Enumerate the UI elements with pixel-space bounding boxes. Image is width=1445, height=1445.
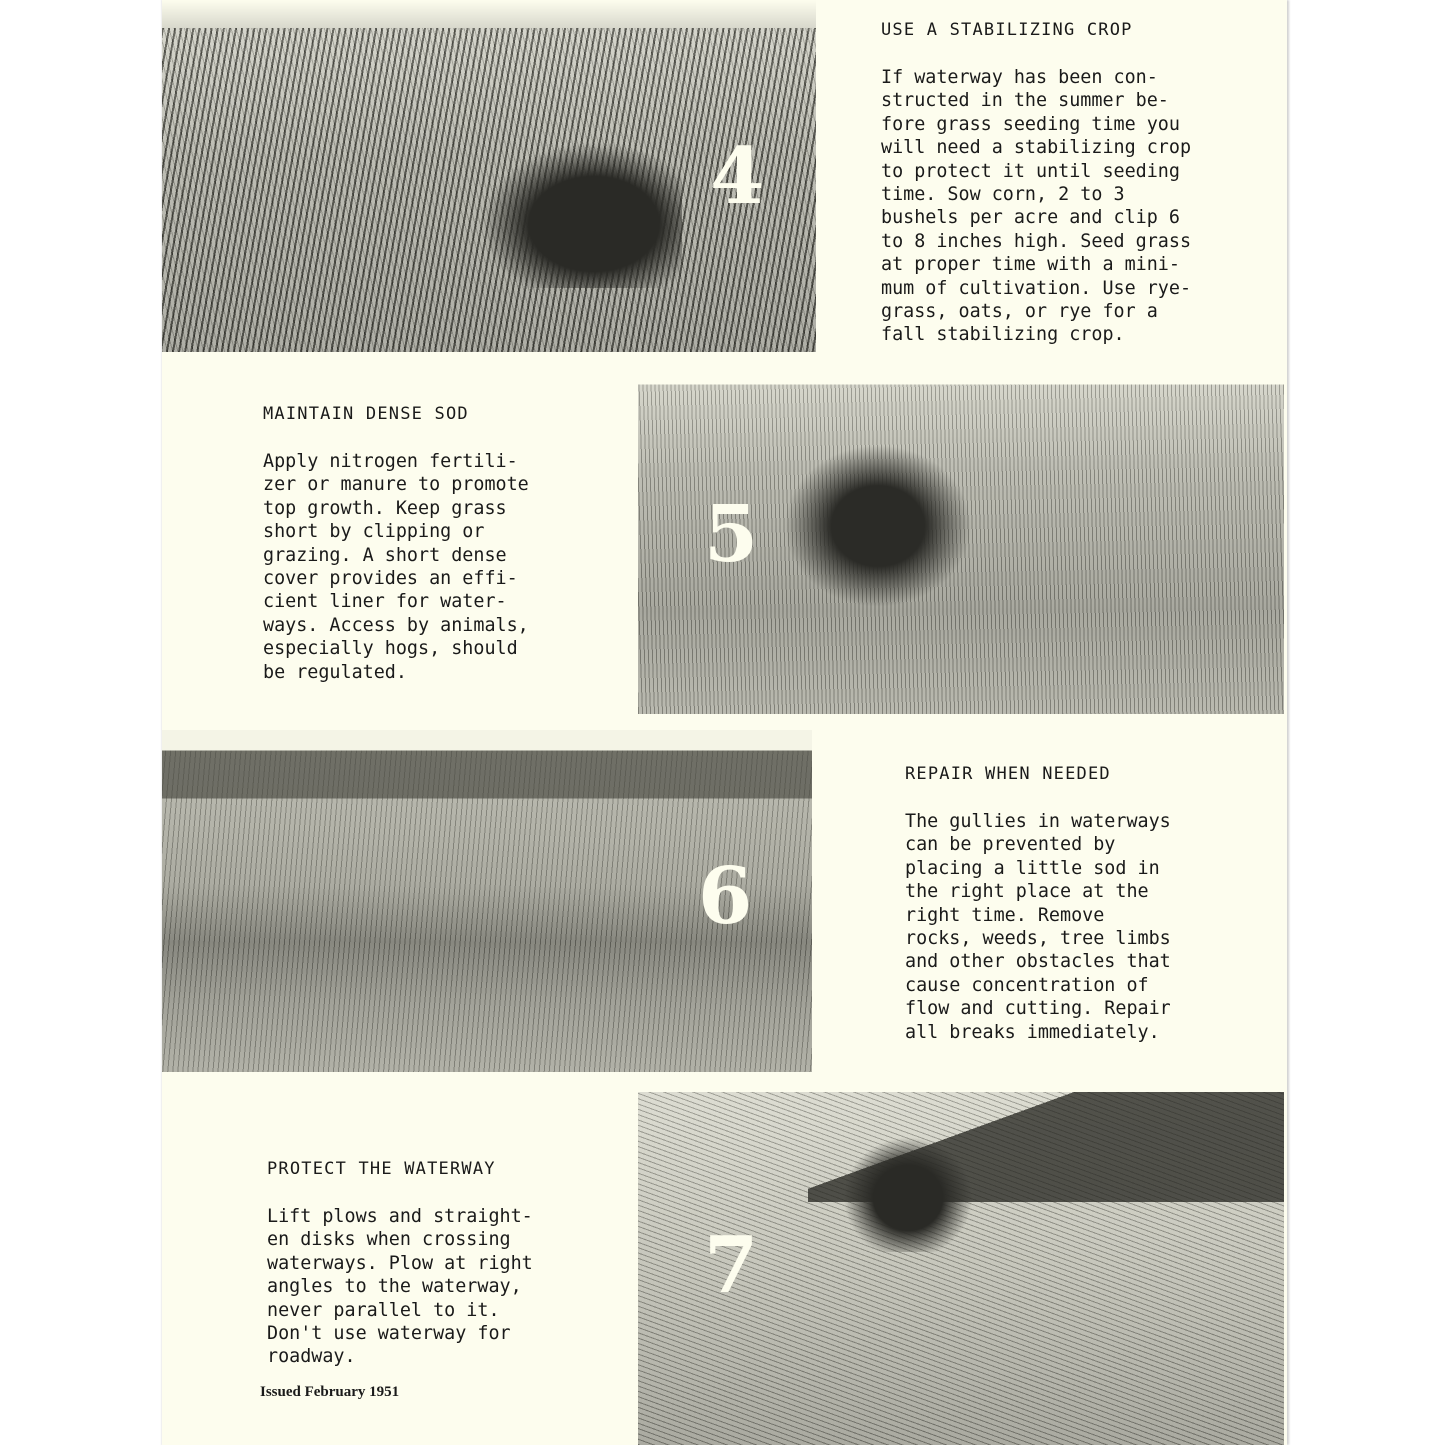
section-heading: PROTECT THE WATERWAY: [267, 1159, 496, 1179]
body-line: and other obstacles that: [905, 951, 1171, 973]
section-4-text: [881, 20, 1191, 347]
body-line: to protect it until seeding: [881, 160, 1180, 182]
issued-date: Issued February 1951: [260, 1384, 400, 1400]
section-6-text: [905, 764, 1171, 1044]
body-line: cover provides an effi-: [263, 568, 518, 590]
body-line: short by clipping or: [263, 521, 485, 543]
tractor-shape: [462, 128, 682, 288]
body-line: angles to the waterway,: [267, 1276, 522, 1298]
section-heading: REPAIR WHEN NEEDED: [905, 764, 1111, 784]
body-line: flow and cutting. Repair: [905, 998, 1171, 1020]
body-line: mum of cultivation. Use rye-: [881, 277, 1192, 299]
photo-dense-sod: [638, 371, 1284, 714]
section-number-7: 7: [704, 1220, 759, 1311]
section-heading: USE A STABILIZING CROP: [881, 20, 1133, 40]
body-line: top growth. Keep grass: [263, 497, 507, 519]
body-line: zer or manure to promote: [263, 474, 529, 496]
body-line: placing a little sod in: [905, 857, 1160, 879]
section-number-5: 5: [704, 489, 759, 580]
body-line: time. Sow corn, 2 to 3: [881, 184, 1125, 206]
body-line: especially hogs, should: [263, 638, 518, 660]
section-7-text: [267, 1159, 533, 1369]
section-number-4: 4: [710, 131, 765, 222]
body-line: cient liner for water-: [263, 591, 507, 613]
body-line: structed in the summer be-: [881, 90, 1169, 112]
body-line: en disks when crossing: [267, 1229, 511, 1251]
photo-repair: [162, 730, 812, 1072]
document-page: [162, 0, 1287, 1445]
section-heading: MAINTAIN DENSE SOD: [263, 404, 469, 424]
body-line: rocks, weeds, tree limbs: [905, 928, 1171, 950]
body-line: roadway.: [267, 1346, 356, 1368]
tractor-shape: [768, 431, 988, 621]
body-line: to 8 inches high. Seed grass: [881, 230, 1192, 252]
body-line: right time. Remove: [905, 904, 1105, 926]
body-line: fore grass seeding time you: [881, 113, 1180, 135]
section-number-6: 6: [698, 851, 753, 942]
section-5-text: [263, 404, 529, 684]
body-line: the right place at the: [905, 881, 1149, 903]
body-line: waterways. Plow at right: [267, 1252, 533, 1274]
photo-stabilizing-crop: [162, 28, 816, 352]
body-line: Apply nitrogen fertili-: [263, 451, 518, 472]
body-line: grass, oats, or rye for a: [881, 301, 1158, 323]
body-line: The gullies in waterways: [905, 811, 1171, 832]
body-line: all breaks immediately.: [905, 1021, 1160, 1043]
body-line: at proper time with a mini-: [881, 254, 1180, 276]
body-line: be regulated.: [263, 661, 407, 683]
body-line: Lift plows and straight-: [267, 1206, 533, 1227]
body-line: Don't use waterway for: [267, 1323, 511, 1345]
body-line: fall stabilizing crop.: [881, 324, 1125, 346]
body-line: ways. Access by animals,: [263, 614, 529, 636]
photo-stabilizing-crop-top: [162, 0, 816, 28]
tractor-shape: [838, 1132, 978, 1252]
body-line: can be prevented by: [905, 834, 1116, 856]
body-line: will need a stabilizing crop: [881, 137, 1192, 159]
body-line: grazing. A short dense: [263, 544, 507, 566]
photo-protect-waterway: [638, 1092, 1284, 1445]
body-line: If waterway has been con-: [881, 67, 1158, 88]
body-line: cause concentration of: [905, 974, 1149, 996]
body-line: never parallel to it.: [267, 1299, 500, 1321]
body-line: bushels per acre and clip 6: [881, 207, 1180, 229]
